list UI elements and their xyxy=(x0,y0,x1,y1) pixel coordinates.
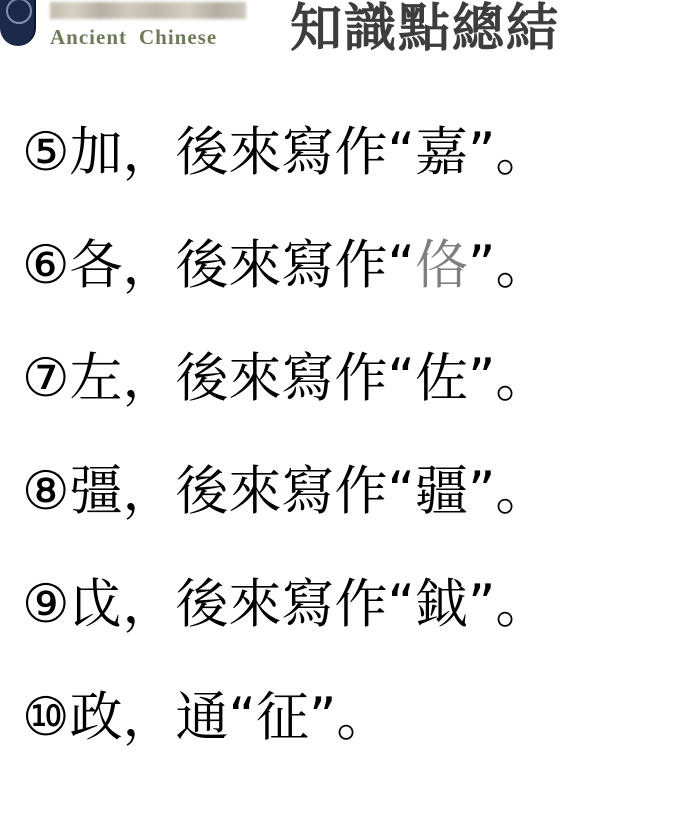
summary-line-9: ⑨戉，後來寫作“鉞”。 xyxy=(22,574,549,635)
summary-line-7: ⑦左，後來寫作“佐”。 xyxy=(22,348,549,409)
summary-line-6 xyxy=(0,209,683,322)
brand-word-ancient: Ancient xyxy=(50,25,127,49)
page-title: 知識點總結 xyxy=(290,0,561,59)
shield-logo-icon xyxy=(0,0,36,46)
page-header xyxy=(0,0,683,66)
summary-line-6-tail: ”。 xyxy=(467,235,549,296)
summary-line-5: ⑤加，後來寫作“嘉”。 xyxy=(22,122,549,183)
brand-latin-text xyxy=(50,25,217,50)
summary-line-6-head: ⑥各，後來寫作“ xyxy=(22,235,415,296)
summary-line-8: ⑧彊，後來寫作“疆”。 xyxy=(22,461,549,522)
brand-word-chinese: Chinese xyxy=(139,25,218,49)
lesson-summary-list xyxy=(0,96,683,774)
summary-line-6-faint-char: 佫 xyxy=(414,235,468,296)
blurred-watermark xyxy=(50,2,246,19)
summary-line-10: ⑩政，通“征”。 xyxy=(22,687,390,748)
